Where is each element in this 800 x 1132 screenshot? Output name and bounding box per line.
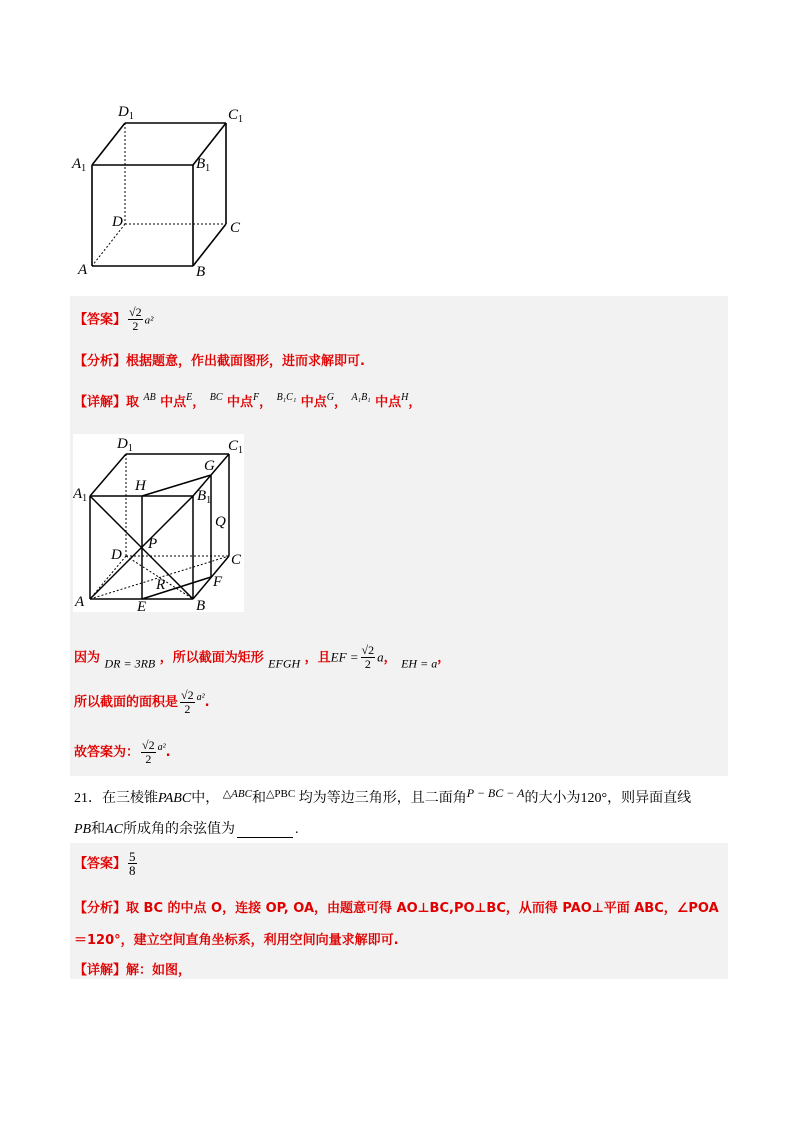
label-b1: $B_1$ <box>196 156 211 174</box>
label-e: E <box>137 599 147 612</box>
label-a1: $A_1$ <box>73 486 88 504</box>
label-a: A <box>75 594 85 610</box>
q21-detail: 【详解】解：如图， <box>74 963 192 978</box>
prev-analysis: 【分析】根据题意，作出截面图形，进而求解即可. <box>74 354 365 369</box>
label-c1: $C_1$ <box>228 438 244 456</box>
label-d: D <box>111 547 122 563</box>
prev-answer: 【答案】 $\frac{√2}{2}$ a² <box>74 305 154 333</box>
prev-because: 因为 DR = 3RB ，所以截面为矩形 EFGH ，且EF = $\frac{√2}{2}$ a， EH = a， <box>74 643 451 671</box>
q21-analysis-2: ＝120°，建立空间直角坐标系，利用空间向量求解即可. <box>74 933 399 948</box>
label-c: C <box>231 552 242 568</box>
q21-answer: 【答案】 $\frac{5}{8}$ <box>74 849 136 878</box>
cube-figure <box>70 96 250 286</box>
answer-blank <box>237 823 293 838</box>
prev-detail: 【详解】取 $^{AB}$ 中点$^E$， $^{BC}$ 中点$^F$， $^{B_1C_1}$ 中点$^G$， $^{A_1B_1}$ 中点$^H$， <box>74 392 422 410</box>
prev-final: 故答案为： $\frac{√2}{2}$ $^{a^2}$. <box>74 737 171 766</box>
label-a1: $A_1$ <box>72 156 87 174</box>
label-b: B <box>196 598 206 612</box>
label-r: R <box>156 577 166 593</box>
label-b1: $B_1$ <box>197 488 212 506</box>
label-a: A <box>78 262 88 278</box>
label-c1: $C_1$ <box>228 107 244 125</box>
label-d: D <box>112 214 123 230</box>
prev-area: 所以截面的面积是 $\frac{√2}{2}$ $^{a^2}$. <box>74 687 210 716</box>
q21-line2: PB和AC所成角的余弦值为 . <box>74 822 299 837</box>
label-h: H <box>135 478 146 494</box>
label-b: B <box>196 264 206 280</box>
label-p: P <box>148 536 158 552</box>
q21-analysis-1: 【分析】取 BC 的中点 O，连接 OP, OA，由题意可得 AO⊥BC,PO⊥BC，从而得 PAO⊥平面 ABC，∠POA <box>74 901 719 916</box>
label-f: F <box>213 574 223 590</box>
label-g: G <box>204 458 215 474</box>
cube-section-figure <box>73 434 244 612</box>
label-d1: $D_1$ <box>117 436 133 454</box>
label-d1: $D_1$ <box>118 104 134 122</box>
label-q: Q <box>215 514 226 530</box>
q21-line1: 21．在三棱锥PABC中， $^{\triangle ABC}$和$^{\triangle PBC}$ 均为等边三角形，且二面角P − BC − A的大小为120°，则异面直线 <box>74 786 692 806</box>
label-c: C <box>230 220 241 236</box>
